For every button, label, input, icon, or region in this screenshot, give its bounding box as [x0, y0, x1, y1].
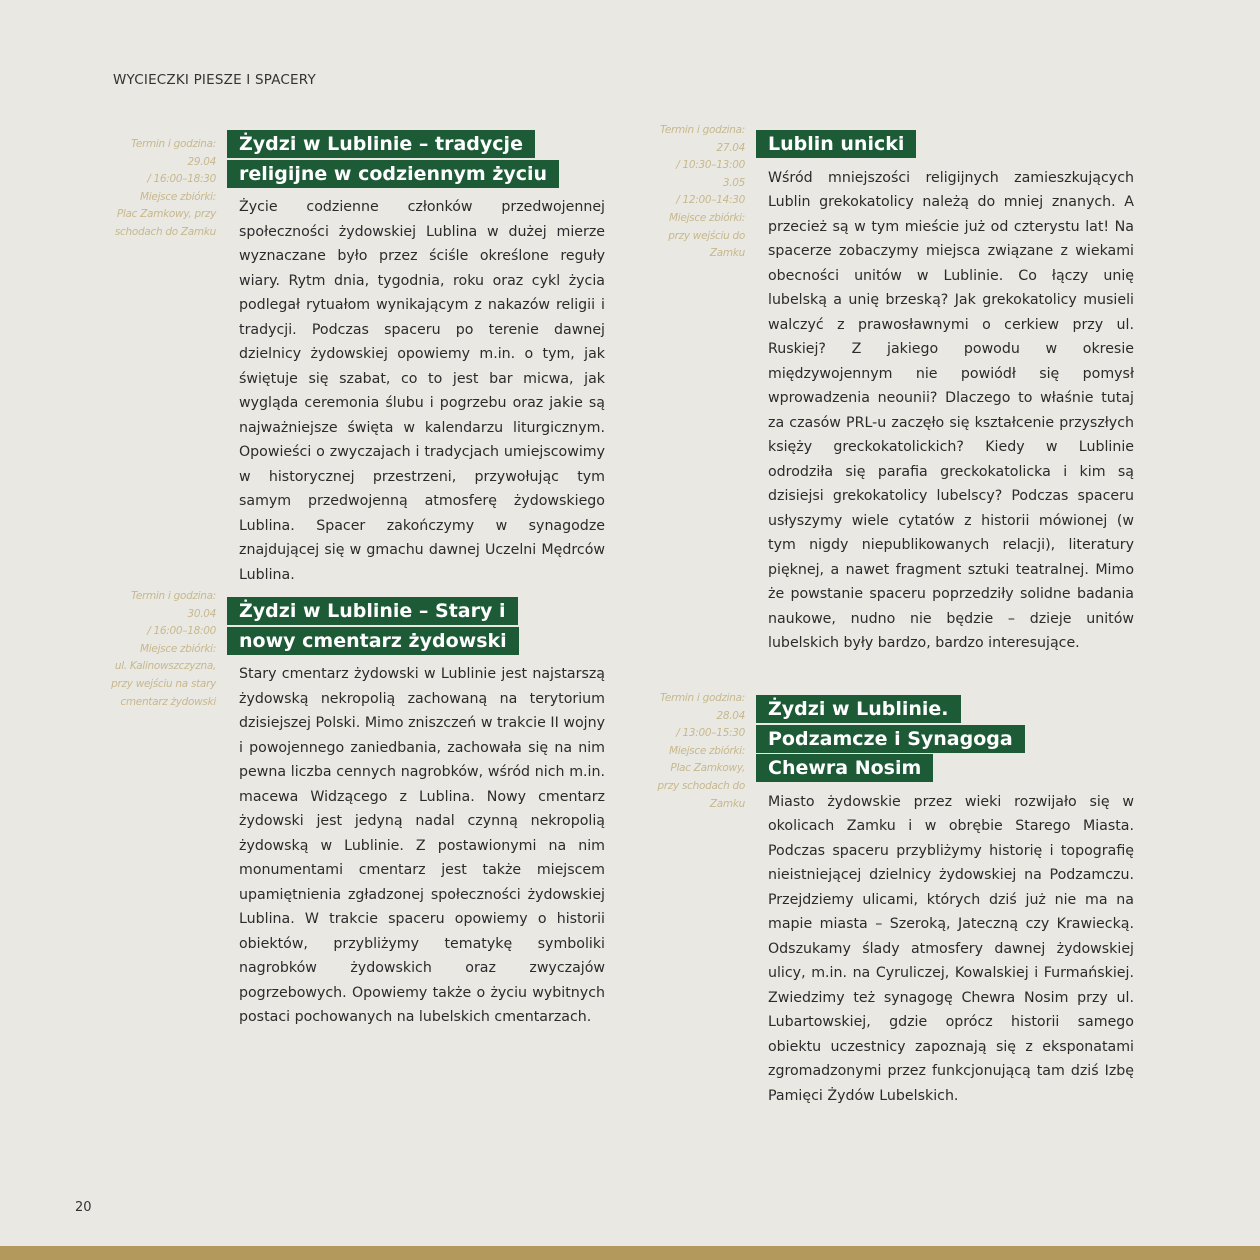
- event-details: [96, 136, 216, 242]
- event-detail-line: przy wejściu do: [668, 229, 745, 242]
- event-detail-line: przy wejściu na stary: [111, 677, 216, 690]
- event-detail-line: Miejsce zbiórki:: [140, 190, 216, 203]
- event-detail-line: 28.04: [716, 709, 745, 722]
- event-section: [768, 695, 1134, 1108]
- event-details: [96, 588, 216, 711]
- event-detail-line: Miejsce zbiórki:: [669, 744, 745, 757]
- event-details: [625, 122, 745, 263]
- event-title: Żydzi w Lublinie – Stary i nowy cmentarz żydowski: [227, 597, 527, 656]
- event-detail-line: przy schodach do: [657, 779, 745, 792]
- event-description: Stary cmentarz żydowski w Lublinie jest najstarszą żydowską nekropolią zachowaną na terytorium dzisiejszej Polski. Mimo zniszczeń w trakcie II wojny i powojennego zaniedbania, zachowała się na nim pewna liczba cennych nagrobków, wśród nich m.in. macewa Widzącego z Lublina. Nowy cmentarz żydowski jest jedyną nadal czynną nekropolią żydowską w Lublinie. Z postawionymi na nim monumentami cmentarz jest także miejscem upamiętnienia zgładzonej społeczności żydowskiej Lublina. W trakcie spaceru opowiemy o historii obiektów, przybliżymy tematykę symboliki nagrobków żydowskich oraz zwyczajów pogrzebowych. Opowiemy także o życiu wybitnych postaci pochowanych na lubelskich cmentarzach.: [239, 666, 605, 1025]
- event-description: Miasto żydowskie przez wieki rozwijało się w okolicach Zamku i w obrębie Starego Miasta. Podczas spaceru przybliżymy historię i topografię nieistniejącej dzielnicy żydowskiej na Podzamczu. Przejdziemy ulicami, których dziś już nie ma na mapie miasta – Szeroką, Jateczną czy Krawiecką. Odszukamy ślady atmosfery dawnej żydowskiej ulicy, m.in. na Cyruliczej, Kowalskiej i Furmańskiej. Zwiedzimy też synagogę Chewra Nosim przy ul. Lubartowskiej, gdzie oprócz historii samego obiektu uczestnicy zapoznają się z eksponatami zgromadzonymi przez funkcjonującą tam dziś Izbę Pamięci Żydów Lubelskich.: [768, 793, 1134, 1104]
- event-description: Wśród mniejszości religijnych zamieszkujących Lublin grekokatolicy należą do mniej znanych. A przecież są w tym mieście już od czterystu lat! Na spacerze zobaczymy miejsca związane z wiekami obecności unitów w Lublinie. Co łączy unię lubelską a unię brzeską? Jak grekokatolicy musieli walczyć z prawosławnymi o cerkiew przy ul. Ruskiej? Z jakiego powodu w okresie międzywojennym nie powiódł się pomysł wprowadzenia neounii? Dlaczego to właśnie tutaj za czasów PRL-u zaczęło się kształcenie przyszłych księży greckokatolickich? Kiedy w Lublinie odrodziła się parafia greckokatolicka i kim są dzisiejsi grekokatolicy lubelscy? Podczas spaceru usłyszymy wiele cytatów z historii mówionej (w tym nigdy niepublikowanych relacji), literatury pięknej, a nawet fragment sztuki teatralnej. Mimo że powstanie spaceru poprzedziły solidne badania naukowe, nudno nie będzie – dzieje unitów lubelskich były bardzo, bardzo interesujące.: [768, 169, 1134, 651]
- event-detail-line: Miejsce zbiórki:: [669, 211, 745, 224]
- event-title: Żydzi w Lublinie. Podzamcze i Synagoga Chewra Nosim: [756, 695, 1046, 784]
- event-detail-line: / 16:00–18:00: [147, 625, 216, 638]
- event-detail-line: Termin i godzina:: [660, 692, 745, 704]
- page-number: 20: [75, 1200, 92, 1215]
- event-section: [768, 130, 1134, 656]
- event-detail-line: Termin i godzina:: [131, 590, 216, 602]
- event-detail-line: cmentarz żydowski: [120, 695, 216, 708]
- event-detail-line: Zamku: [709, 797, 745, 810]
- event-detail-line: Miejsce zbiórki:: [140, 642, 216, 655]
- event-detail-line: Plac Zamkowy,: [670, 762, 745, 775]
- event-detail-line: 29.04: [187, 155, 216, 168]
- footer-bar: [0, 1246, 1260, 1260]
- event-detail-line: schodach do Zamku: [114, 225, 216, 238]
- event-detail-line: 27.04: [716, 141, 745, 154]
- event-details: [625, 690, 745, 813]
- event-detail-line: 3.05: [722, 176, 745, 189]
- event-detail-line: Termin i godzina:: [131, 138, 216, 150]
- event-detail-line: / 10:30–13:00: [676, 159, 745, 172]
- event-detail-line: ul. Kalinowszczyzna,: [114, 660, 216, 673]
- event-detail-line: / 13:00–15:30: [676, 727, 745, 740]
- event-detail-line: 30.04: [187, 607, 216, 620]
- running-header: WYCIECZKI PIESZE I SPACERY: [113, 72, 316, 88]
- event-detail-line: Zamku: [709, 247, 745, 260]
- event-detail-line: Plac Zamkowy, przy: [116, 208, 216, 221]
- event-detail-line: / 16:00–18:30: [147, 173, 216, 186]
- event-description: Życie codzienne członków przedwojennej społeczności żydowskiej Lublina w dużej mierze wyznaczane było przez ściśle określone reguły wiary. Rytm dnia, tygodnia, roku oraz cykl życia podlegał rytuałom wynikającym z nakazów religii i tradycji. Podczas spaceru po terenie dawnej dzielnicy żydowskiej opowiemy m.in. o tym, jak świętuje się szabat, co to jest bar micwa, jak wygląda ceremonia ślubu i pogrzebu oraz jakie są najważniejsze święta w kalendarzu liturgicznym. Opowieści o zwyczajach i tradycjach umiejscowimy w historycznej przestrzeni, przywołując tym samym przedwojenną atmosferę żydowskiego Lublina. Spacer zakończymy w synagodze znajdującej się w gmachu dawnej Uczelni Mędrców Lublina.: [239, 199, 605, 583]
- event-title: Lublin unicki: [756, 130, 1134, 160]
- event-section: [239, 597, 605, 1030]
- event-section: [239, 130, 605, 587]
- event-title: Żydzi w Lublinie – tradycje religijne w codziennym życiu: [227, 130, 605, 189]
- event-detail-line: Termin i godzina:: [660, 124, 745, 136]
- event-detail-line: / 12:00–14:30: [676, 194, 745, 207]
